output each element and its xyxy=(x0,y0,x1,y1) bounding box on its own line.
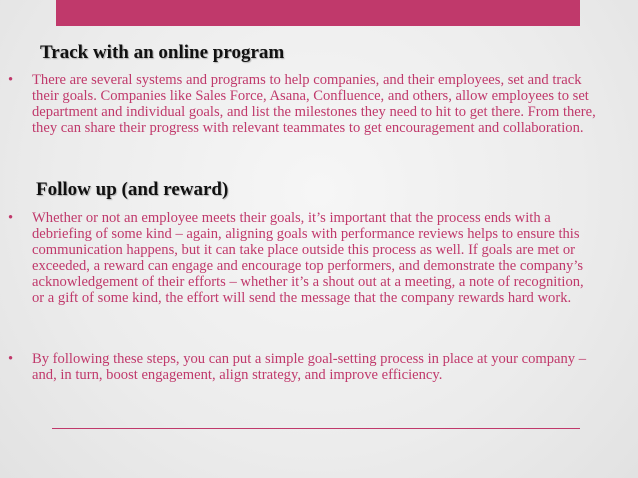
bullet-text: Whether or not an employee meets their goals, it’s important that the process ends with a debriefing of some kind – again, aligning goals with performance reviews helps to ensure this communication happens, but it can take place outside this process as well. If goals are met or exceeded, a reward can engage and encourage top performers, and demonstrate the company’s acknowledgement of their efforts – whether it’s a shout out at a meeting, a note of recognition, or a gift of some kind, the effort will send the message that the company rewards hard work. xyxy=(32,210,584,306)
bullet-glyph: • xyxy=(8,351,14,367)
bullet-glyph: • xyxy=(8,210,14,226)
bullet-text: By following these steps, you can put a simple goal-setting process in place at your company – and, in turn, boost engagement, align strategy, and improve efficiency. xyxy=(32,351,587,383)
bullet-item xyxy=(8,351,598,383)
bullet-glyph: • xyxy=(8,72,14,88)
bottom-divider-line xyxy=(52,428,580,429)
bullet-item xyxy=(8,72,598,136)
bullet-item xyxy=(8,210,598,306)
section-heading-follow-up: Follow up (and reward) xyxy=(36,179,229,200)
bullet-text: There are several systems and programs to help companies, and their employees, set and track their goals. Companies like Sales Force, Asana, Confluence, and others, allow employees to set department and individual goals, and list the milestones they need to hit to get there. From there, they can share their progress with relevant teammates to get encouragement and collaboration. xyxy=(32,72,596,136)
section-heading-track: Track with an online program xyxy=(40,42,285,63)
top-accent-bar xyxy=(56,0,580,26)
